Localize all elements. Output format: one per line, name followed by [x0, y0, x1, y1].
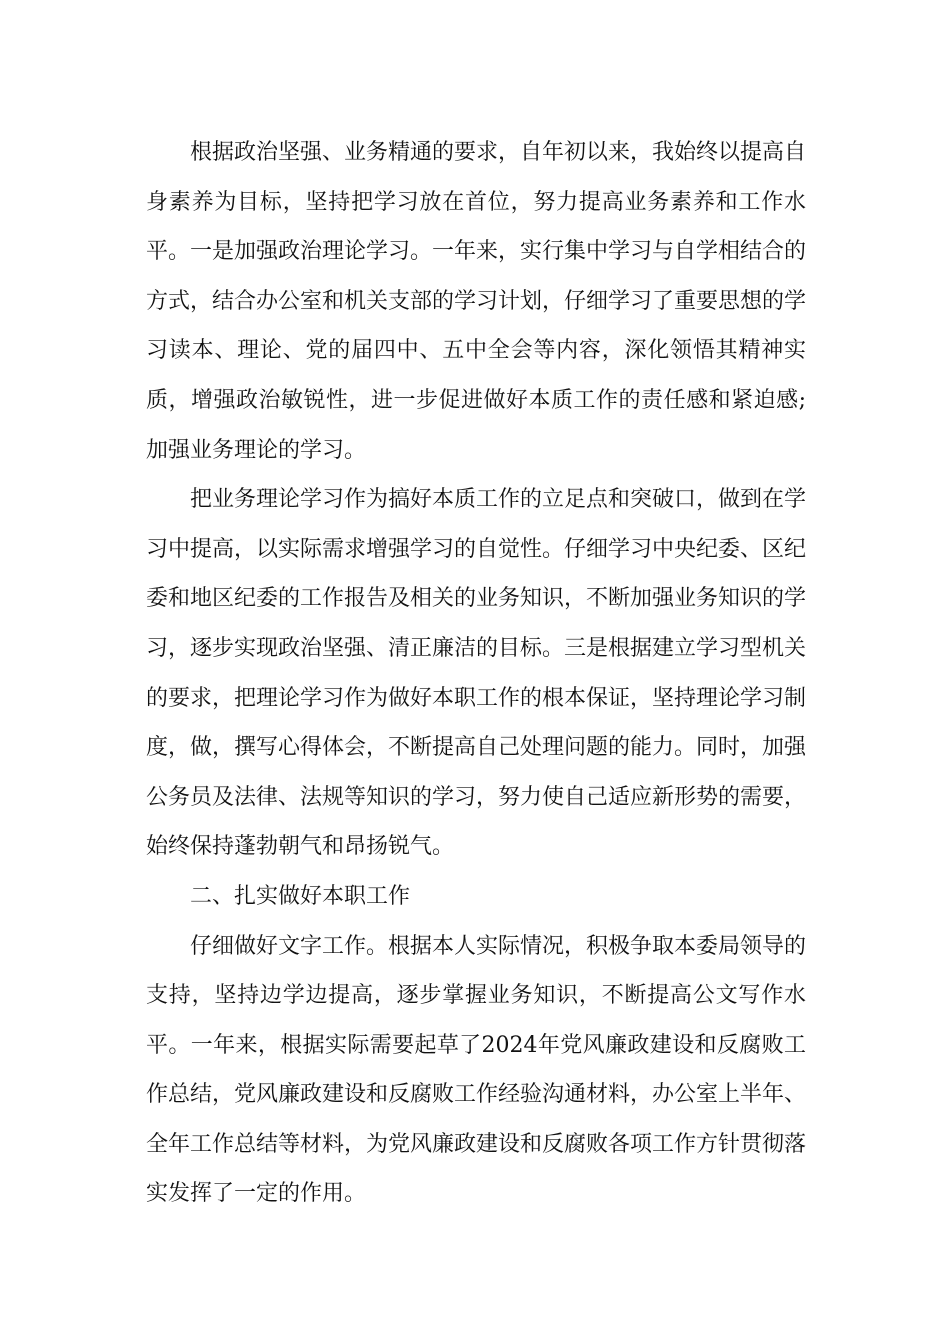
paragraph-business-theory: 把业务理论学习作为搞好本质工作的立足点和突破口，做到在学习中提高，以实际需求增强学习的自觉性。仔细学习中央纪委、区纪委和地区纪委的工作报告及相关的业务知识，不断加强业务知识的学习，逐步实现政治坚强、清正廉洁的目标。三是根据建立学习型机关的要求，把理论学习作为做好本职工作的根本保证，坚持理论学习制度，做，撰写心得体会，不断提高自己处理问题的能力。同时，加强公务员及法律、法规等知识的学习，努力使自己适应新形势的需要，始终保持蓬勃朝气和昂扬锐气。 — [146, 487, 807, 860]
paragraph-political-study: 根据政治坚强、业务精通的要求，自年初以来，我始终以提高自身素养为目标，坚持把学习放在首位，努力提高业务素养和工作水平。一是加强政治理论学习。一年来，实行集中学习与自学相结合的方式，结合办公室和机关支部的学习计划，仔细学习了重要思想的学习读本、理论、党的届四中、五中全会等内容，深化领悟其精神实质，增强政治敏锐性，进一步促进做好本质工作的责任感和紧迫感;加强业务理论的学习。 — [146, 140, 807, 463]
paragraph-writing-work: 仔细做好文字工作。根据本人实际情况，积极争取本委局领导的支持，坚持边学边提高，逐步掌握业务知识，不断提高公文写作水平。一年来，根据实际需要起草了2024年党风廉政建设和反腐败工作总结，党风廉政建设和反腐败工作经验沟通材料，办公室上半年、全年工作总结等材料，为党风廉政建设和反腐败各项工作方针贯彻落实发挥了一定的作用。 — [146, 933, 807, 1207]
document-body — [146, 128, 806, 1219]
section-heading-duties: 二、扎实做好本职工作 — [190, 883, 411, 909]
